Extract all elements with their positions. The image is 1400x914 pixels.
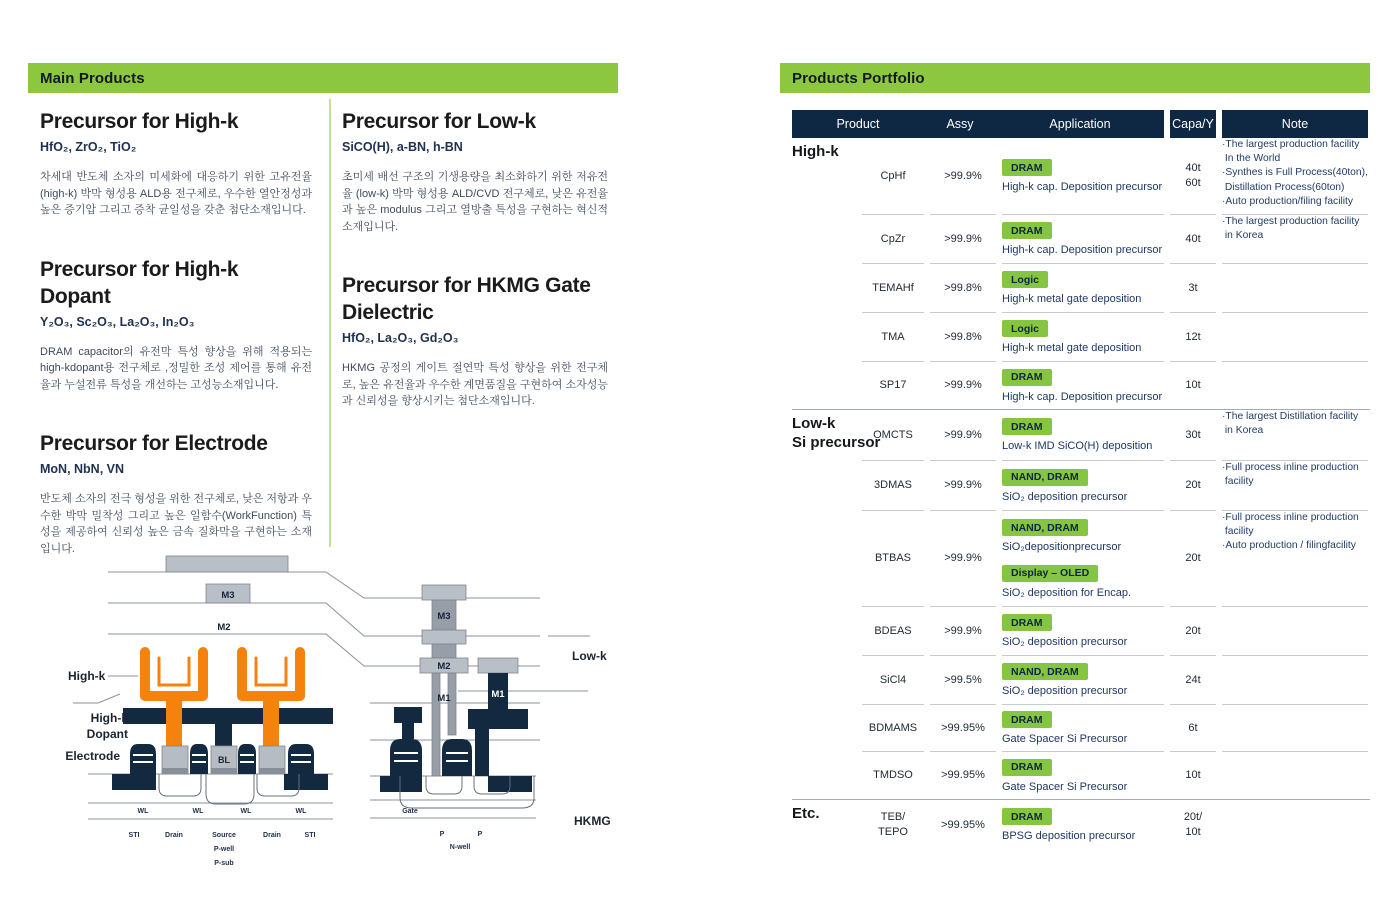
product-cell: TMA <box>862 312 924 361</box>
table-row <box>792 799 1370 850</box>
portfolio-table <box>792 110 1370 850</box>
portfolio-table-body <box>792 138 1370 850</box>
note-line: ·The largest production facility <box>1222 216 1360 227</box>
capa-cell: 10t <box>1170 361 1216 409</box>
header-capa: Capa/Y <box>1172 117 1214 131</box>
product-cell: SP17 <box>862 361 924 409</box>
product-cell: BDMAMS <box>862 704 924 751</box>
source-drain-block <box>380 776 422 792</box>
sti-block <box>112 774 156 790</box>
note-cell <box>1222 410 1368 460</box>
application-description: SiO₂ deposition for Encap. <box>1002 586 1132 599</box>
capa-cell: 20t <box>1170 606 1216 655</box>
note-cell <box>1222 263 1368 312</box>
contact-cap <box>394 707 422 723</box>
application-description: Gate Spacer Si Precursor <box>1002 780 1128 793</box>
layer-line <box>108 572 540 598</box>
table-row <box>792 460 1370 510</box>
product-cell: BDEAS <box>862 606 924 655</box>
application-description: High-k cap. Deposition precursor <box>1002 181 1163 194</box>
section-description: HKMG 공정의 게이트 절연막 특성 향상을 위한 전구체로, 높은 유전율과 우수한 계면품질을 구현하여 소자성능과 신뢰성을 향상시키는 첨단소재입니다. <box>342 362 608 407</box>
note-line: ·Auto production / filingfacility <box>1222 540 1356 552</box>
application-badge: DRAM <box>1002 614 1052 631</box>
section-description: 초미세 배선 구조의 기생용량을 최소화하기 위한 저유전율 (low-k) 박막 형성용 ALD/CVD 전구체로, 낮은 유전율과 높은 modulus 그리고 열방출 특성을 구현하는 혁신적 소재입니다. <box>342 171 608 233</box>
table-row <box>792 704 1370 751</box>
psub-label: P-sub <box>214 860 234 867</box>
product-cell: TEMAHf <box>862 263 924 312</box>
product-cell: OMCTS <box>873 428 913 441</box>
application-badge: DRAM <box>1002 222 1052 239</box>
note-cell <box>1222 214 1368 263</box>
note-line: facility <box>1222 476 1254 488</box>
metal-cap <box>478 658 518 673</box>
table-row <box>792 751 1370 799</box>
application-description: Gate Spacer Si Precursor <box>1002 733 1128 746</box>
application-cell <box>1002 655 1164 704</box>
table-row <box>792 312 1370 361</box>
capa-cell: 40t <box>1170 214 1216 263</box>
table-row <box>792 138 1370 214</box>
note-line: Distillation Process(60ton) <box>1222 181 1345 193</box>
layer-line <box>108 603 540 636</box>
group-cell <box>792 751 856 799</box>
group-label: High-k <box>792 143 839 160</box>
contact-plug <box>402 723 414 739</box>
main-products-panel <box>28 63 618 867</box>
application-badge: DRAM <box>1002 369 1052 386</box>
product-cell: CpHf <box>880 169 906 182</box>
m2-label: M2 <box>217 622 231 633</box>
metal-bar <box>422 630 466 644</box>
application-description: High-k cap. Deposition precursor <box>1002 244 1163 257</box>
assy-cell: >99.9% <box>930 361 996 409</box>
note-line: ·Auto production/filing facility <box>1222 195 1354 207</box>
section-formula: Y₂O₃, Sc₂O₃, La₂O₃, In₂O₃ <box>40 314 195 329</box>
capa-cell: 20t <box>1170 460 1216 510</box>
product-cell: CpZr <box>862 214 924 263</box>
table-row <box>792 606 1370 655</box>
note-line: In the World <box>1222 153 1281 165</box>
note-cell <box>1222 704 1368 751</box>
group-cell <box>792 460 856 510</box>
assy-cell: >99.9% <box>944 428 982 441</box>
group-label: Low-k Si precursor <box>792 415 881 451</box>
table-header-note <box>1222 110 1368 138</box>
sti-label: STI <box>128 832 140 839</box>
note-cell <box>1222 138 1368 214</box>
bitline-stub <box>215 724 232 748</box>
pwell-label: P-well <box>213 846 235 853</box>
application-badge: Display – OLED <box>1002 565 1098 582</box>
application-description: High-k cap. Deposition precursor <box>1002 390 1163 403</box>
m3-label: M3 <box>221 590 235 601</box>
low-k-label: Low-k <box>572 649 607 663</box>
table-row <box>792 510 1370 606</box>
storage-node-pillar <box>263 698 279 752</box>
section-description: DRAM capacitor의 유전막 특성 향상을 위해 적용되는 high-kdopant용 전구체로 ,정밀한 조성 제어를 통해 유전율과 누설전류 특성을 개선하는 고성능소재입니다. <box>40 345 312 391</box>
semiconductor-cross-section-diagram <box>28 548 618 888</box>
products-column-left <box>40 108 312 594</box>
table-header-capa <box>1170 110 1216 138</box>
source-label: Source <box>212 832 236 839</box>
column-divider <box>329 99 331 547</box>
assy-cell: >99.9% <box>930 510 996 606</box>
group-cell <box>792 138 856 214</box>
section-formula: MoN, NbN, VN <box>40 462 125 476</box>
product-cell: TMDSO <box>862 751 924 799</box>
product-section <box>342 272 608 410</box>
application-badge: DRAM <box>1002 711 1052 728</box>
application-cell <box>1002 800 1164 850</box>
header-product: Product <box>836 117 880 131</box>
table-header <box>792 110 1370 138</box>
group-cell <box>792 704 856 751</box>
group-cell <box>792 606 856 655</box>
capa-cell: 6t <box>1170 704 1216 751</box>
table-row <box>792 409 1370 460</box>
gate-label: Gate <box>402 808 418 815</box>
note-cell <box>1222 751 1368 799</box>
capa-cell: 24t <box>1170 655 1216 704</box>
assy-cell: >99.9% <box>930 214 996 263</box>
group-cell <box>792 361 856 409</box>
m3-label: M3 <box>437 611 451 622</box>
capa-cell: 3t <box>1170 263 1216 312</box>
high-k-capacitor-inner <box>159 658 286 685</box>
product-section <box>40 108 312 219</box>
application-description: High-k metal gate deposition <box>1002 342 1142 355</box>
product-section <box>40 256 312 394</box>
capa-cell: 20t <box>1170 510 1216 606</box>
capa-cell: 30t <box>1185 428 1201 441</box>
table-row <box>792 263 1370 312</box>
application-cell <box>1002 312 1164 361</box>
drain-label: Drain <box>165 832 183 839</box>
header-note: Note <box>1281 117 1309 131</box>
assy-cell: >99.8% <box>930 312 996 361</box>
assy-cell: >99.95% <box>930 751 996 799</box>
product-cell: BTBAS <box>862 510 924 606</box>
application-cell <box>1002 410 1164 460</box>
m1-pillar <box>432 673 440 776</box>
table-row <box>792 214 1370 263</box>
application-cell <box>1002 214 1164 263</box>
note-cell <box>1222 655 1368 704</box>
high-k-dopant-label-1: High-k <box>90 711 128 725</box>
section-title: Precursor for High-k <box>40 110 239 133</box>
application-badge: NAND, DRAM <box>1002 469 1088 486</box>
high-k-label: High-k <box>68 669 106 683</box>
group-cell <box>792 410 881 460</box>
m1-pillar <box>448 673 456 735</box>
application-description: BPSG deposition precursor <box>1002 830 1136 843</box>
product-cell: TEB/ TEPO <box>878 811 908 838</box>
main-products-header-bar <box>28 63 618 93</box>
wl-label: WL <box>295 808 307 815</box>
sti-label: STI <box>304 832 316 839</box>
metal-cap <box>422 585 466 600</box>
hkmg-gates <box>390 739 472 776</box>
section-title: Precursor for Electrode <box>40 432 268 455</box>
layer-line <box>108 634 540 666</box>
application-badge: Logic <box>1002 271 1048 288</box>
drain-label: Drain <box>263 832 281 839</box>
assy-cell: >99.9% <box>930 606 996 655</box>
products-portfolio-header-bar <box>780 63 1370 93</box>
sti-block <box>284 774 328 790</box>
header-assy: Assy <box>946 117 974 131</box>
application-description: SiO₂ deposition precursor <box>1002 490 1128 503</box>
note-cell <box>1222 510 1368 606</box>
application-cell <box>1002 361 1164 409</box>
p-label: P <box>477 831 483 838</box>
note-line: ·Synthes is Full Process(40ton), <box>1222 167 1368 179</box>
application-description: High-k metal gate deposition <box>1002 293 1142 306</box>
table-row <box>792 655 1370 704</box>
contact-bar <box>468 709 528 729</box>
capa-cell: 40t 60t <box>1185 162 1201 189</box>
note-line: facility <box>1222 526 1254 538</box>
application-description: Low-k IMD SiCO(H) deposition <box>1002 440 1153 453</box>
high-k-capacitor <box>145 652 300 696</box>
p-label: P <box>439 831 445 838</box>
hkmg-label: HKMG <box>574 814 611 828</box>
capa-cell: 10t <box>1170 751 1216 799</box>
assy-cell: >99.9% <box>930 460 996 510</box>
note-line: ·The largest production facility <box>1222 139 1360 150</box>
products-portfolio-title: Products Portfolio <box>792 69 925 87</box>
capa-cell: 20t/ 10t <box>1183 811 1203 838</box>
plate-bar <box>123 708 333 724</box>
product-cell: 3DMAS <box>862 460 924 510</box>
products-column-right <box>342 108 608 447</box>
note-cell <box>1222 361 1368 409</box>
note-cell <box>1222 312 1368 361</box>
via <box>432 644 456 658</box>
application-cell <box>1002 606 1164 655</box>
group-cell <box>792 655 856 704</box>
application-badge: DRAM <box>1002 759 1052 776</box>
wl-label: WL <box>192 808 204 815</box>
group-cell <box>792 800 856 850</box>
application-badge: Logic <box>1002 320 1048 337</box>
group-cell <box>792 510 856 606</box>
assy-cell: >99.95% <box>941 818 985 831</box>
table-header-main <box>792 110 1164 138</box>
capa-cell: 12t <box>1170 312 1216 361</box>
assy-cell: >99.5% <box>930 655 996 704</box>
note-line: ·Full process inline production <box>1222 462 1359 473</box>
storage-node-pillar <box>166 698 182 752</box>
assy-cell: >99.8% <box>930 263 996 312</box>
leader-line <box>73 694 120 703</box>
application-badge: NAND, DRAM <box>1002 519 1088 536</box>
high-k-dopant-label-2: Dopant <box>86 727 128 741</box>
application-cell <box>1002 263 1164 312</box>
well-outline <box>426 776 462 794</box>
note-line: ·Full process inline production <box>1222 512 1359 523</box>
group-cell <box>792 312 856 361</box>
application-badge: DRAM <box>1002 159 1052 176</box>
main-products-title: Main Products <box>40 69 145 87</box>
note-cell <box>1222 606 1368 655</box>
application-description: SiO₂ deposition precursor <box>1002 685 1128 698</box>
group-label: Etc. <box>792 805 820 822</box>
product-cell: SiCl4 <box>862 655 924 704</box>
note-cell <box>1222 460 1368 510</box>
section-formula: SiCO(H), a-BN, h-BN <box>342 140 463 154</box>
electrode-label: Electrode <box>65 749 120 763</box>
note-line: ·The largest Distillation facility <box>1222 411 1359 422</box>
assy-cell: >99.9% <box>944 169 982 182</box>
assy-cell: >99.95% <box>930 704 996 751</box>
note-cell <box>1222 800 1368 850</box>
section-description: 반도체 소자의 전극 형성을 위한 전구체로, 낮은 저항과 우수한 박막 밀착성 그리고 높은 일함수(WorkFunction) 특성을 제공하여 신뢰성 높은 금속 질화막을 구현하는 소재입니다. <box>40 493 312 555</box>
section-description: 차세대 반도체 소자의 미세화에 대응하기 위한 고유전율 (high-k) 박막 형성용 ALD용 전구체로, 우수한 열안정성과 높은 증기압 그리고 증착 균일성을 갖춘 첨단소재입니다. <box>40 171 312 216</box>
application-cell <box>1002 138 1164 214</box>
m1-label: M1 <box>437 693 451 704</box>
group-cell <box>792 263 856 312</box>
note-line: in Korea <box>1222 425 1264 437</box>
contact-pillar <box>475 729 489 776</box>
application-cell <box>1002 510 1164 606</box>
section-formula: HfO₂, La₂O₃, Gd₂O₃ <box>342 331 459 345</box>
application-cell <box>1002 704 1164 751</box>
section-title: Precursor for Low-k <box>342 110 536 133</box>
header-application: Application <box>1049 117 1111 131</box>
well-outline <box>206 774 254 804</box>
product-section <box>40 430 312 557</box>
product-section <box>342 108 608 235</box>
section-formula: HfO₂, ZrO₂, TiO₂ <box>40 140 137 154</box>
wl-label: WL <box>137 808 149 815</box>
section-title: Precursor for High-k Dopant <box>40 257 239 308</box>
wl-label: WL <box>240 808 252 815</box>
nwell-label: N-well <box>449 844 471 851</box>
application-cell <box>1002 460 1164 510</box>
m1-label: M1 <box>491 689 505 700</box>
m2-label: M2 <box>437 661 451 672</box>
application-description: SiO₂ deposition precursor <box>1002 636 1128 649</box>
application-description: SiO₂depositionprecursor <box>1002 541 1122 553</box>
top-metal-bar <box>166 556 288 572</box>
application-cell <box>1002 751 1164 799</box>
products-portfolio-panel <box>780 63 1370 843</box>
application-badge: DRAM <box>1002 808 1052 825</box>
table-row <box>792 361 1370 409</box>
group-cell <box>792 214 856 263</box>
bl-label: BL <box>218 755 230 765</box>
well-outline <box>159 774 201 796</box>
application-badge: NAND, DRAM <box>1002 663 1088 680</box>
application-badge: DRAM <box>1002 418 1052 435</box>
note-line: in Korea <box>1222 230 1264 242</box>
section-title: Precursor for HKMG Gate Dielectric <box>342 274 591 324</box>
